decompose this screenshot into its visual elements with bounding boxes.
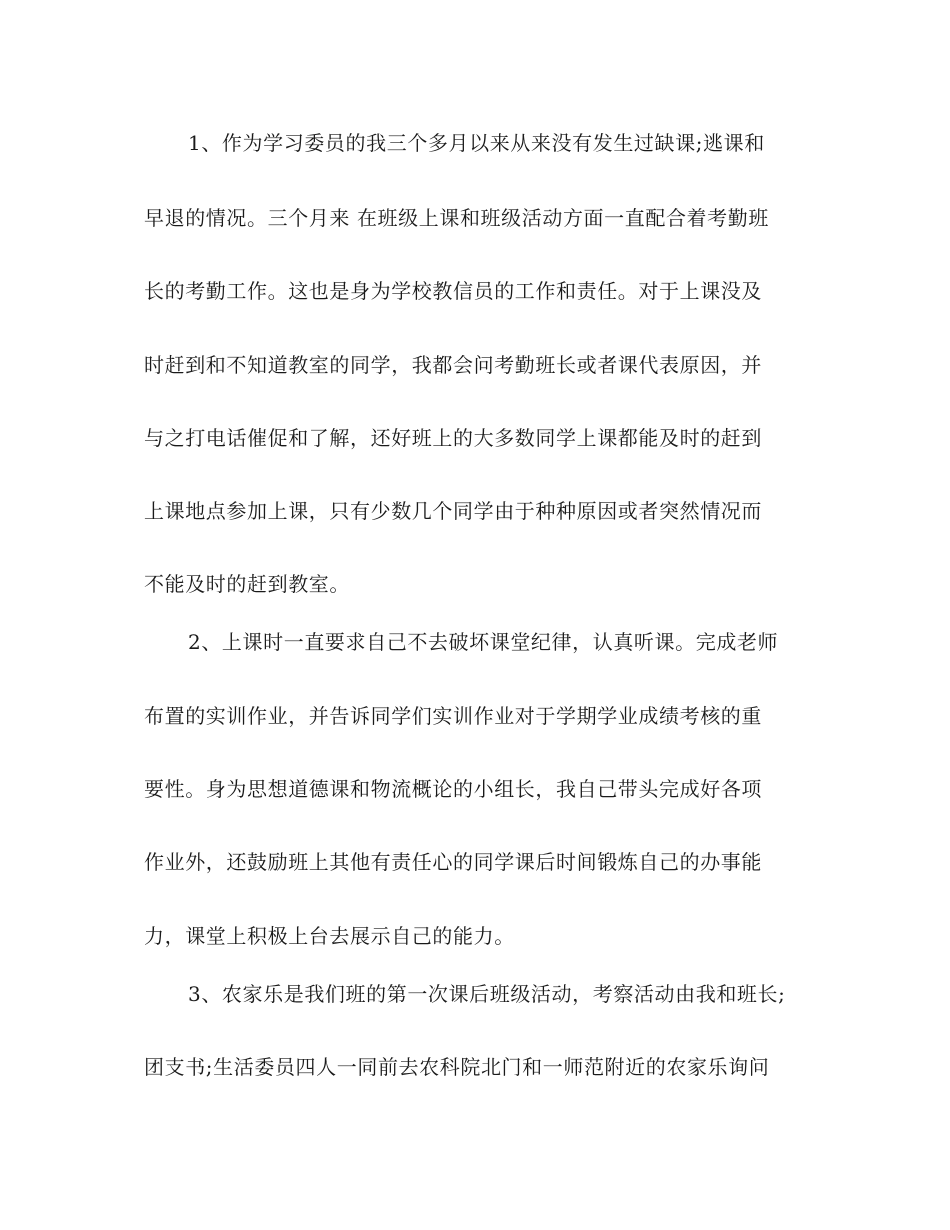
paragraph-1-line-2: 早退的情况。三个月来 在班级上课和班级活动方面一直配合着考勤班	[144, 206, 769, 230]
paragraph-1-line-4: 时赶到和不知道教室的同学，我都会问考勤班长或者课代表原因，并	[144, 353, 762, 377]
paragraph-2-line-4: 作业外，还鼓励班上其他有责任心的同学课后时间锻炼自己的办事能	[144, 850, 762, 874]
paragraph-2-line-1: 2、上课时一直要求自己不去破坏课堂纪律，认真听课。完成老师	[188, 630, 779, 654]
paragraph-1-line-1: 1、作为学习委员的我三个多月以来从来没有发生过缺课;逃课和	[188, 131, 765, 155]
paragraph-1-line-7: 不能及时的赶到教室。	[144, 572, 350, 596]
paragraph-3-line-2: 团支书;生活委员四人一同前去农科院北门和一师范附近的农家乐询问	[144, 1055, 770, 1079]
paragraph-2-line-2: 布置的实训作业，并告诉同学们实训作业对于学期学业成绩考核的重	[144, 704, 762, 728]
paragraph-1-line-5: 与之打电话催促和了解，还好班上的大多数同学上课都能及时的赶到	[144, 426, 762, 450]
paragraph-2-line-3: 要性。身为思想道德课和物流概论的小组长，我自己带头完成好各项	[144, 777, 762, 801]
paragraph-1-line-6: 上课地点参加上课，只有少数几个同学由于种种原因或者突然情况而	[144, 499, 762, 523]
paragraph-2-line-5: 力，课堂上积极上台去展示自己的能力。	[144, 924, 515, 948]
paragraph-3-line-1: 3、农家乐是我们班的第一次课后班级活动，考察活动由我和班长;	[188, 982, 786, 1006]
paragraph-1-line-3: 长的考勤工作。这也是身为学校教信员的工作和责任。对于上课没及	[144, 279, 762, 303]
